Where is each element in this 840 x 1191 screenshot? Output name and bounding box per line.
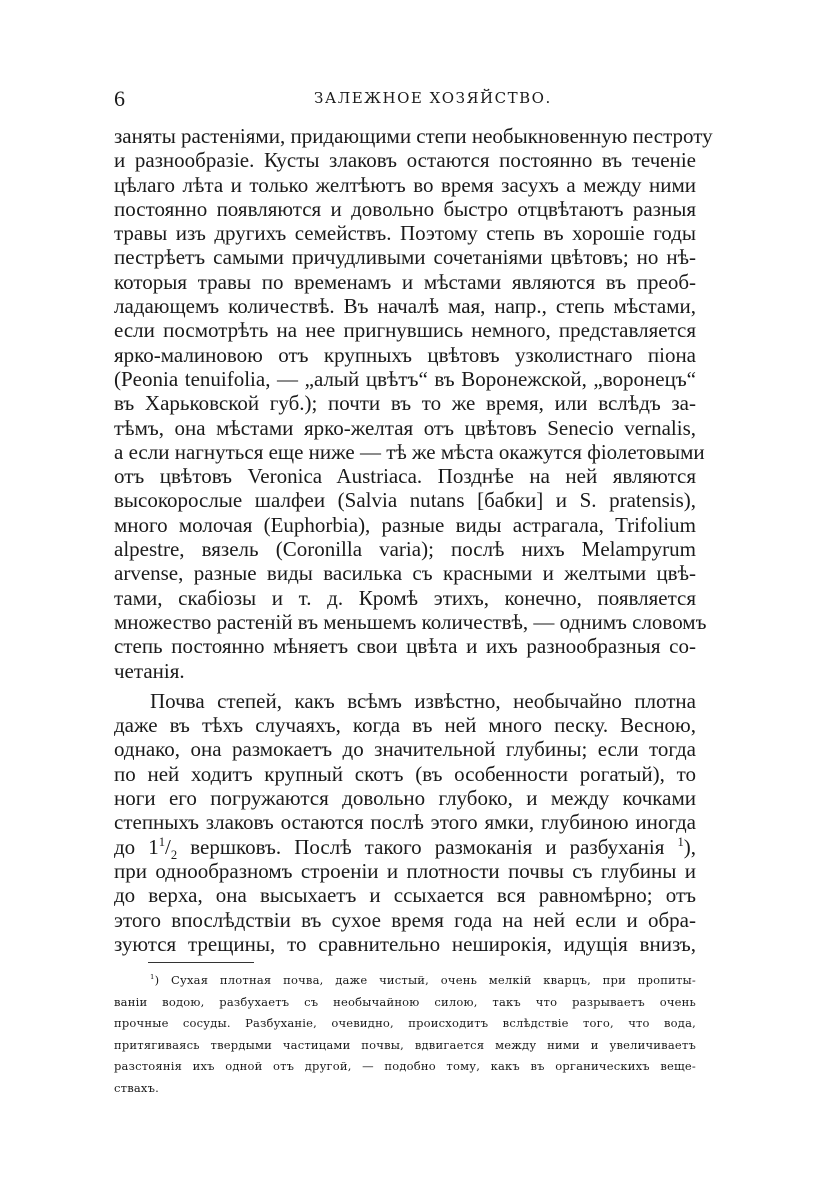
footnote-line: ваніи водою, разбухаетъ съ необычайною силою, такъ что разрываетъ очень (114, 994, 696, 1009)
paragraph-1-line: много молочая (Euphorbia), разные виды астрагала, Trifolium (114, 512, 696, 537)
footnote-line: притягиваясь твердыми частицами почвы, вдвигается между ними и увеличиваетъ (114, 1037, 696, 1052)
paragraph-2 (114, 689, 696, 835)
paragraph-1-line: тѣмъ, она мѣстами ярко-желтая отъ цвѣтовъ Senecio vernalis, (114, 415, 696, 440)
paragraph-2-line: зуются трещины, то сравнительно неширокія, идущія внизъ, (114, 931, 696, 956)
paragraph-1-line: пестрѣетъ самыми причудливыми сочетаніями цвѣтовъ; но нѣ- (114, 245, 696, 270)
footnote-reference[interactable]: 1 (677, 834, 684, 849)
fraction-numerator: 1 (158, 834, 166, 849)
paragraph-1-line: отъ цвѣтовъ Veronica Austriaca. Позднѣе на ней являются (114, 464, 696, 489)
running-title: ЗАЛЕЖНОЕ ХОЗЯЙСТВО. (314, 89, 552, 107)
paragraph-2-line: Почва степей, какъ всѣмъ извѣстно, необычайно плотна (150, 688, 696, 713)
paragraph-2-continued (114, 859, 696, 956)
paragraph-2-line: при однообразномъ строеніи и плотности почвы съ глубины и (114, 858, 696, 883)
paragraph-1-line: травы изъ другихъ семействъ. Поэтому степь въ хорошіе годы (114, 221, 696, 246)
paragraph-1-line: которыя травы по временамъ и мѣстами являются въ преоб- (114, 269, 696, 294)
paragraph-1-line: цѣлаго лѣта и только желтѣютъ во время засухъ а между ними (114, 172, 696, 197)
footnote-line: разстоянія ихъ одной отъ другой, — подобно тому, какъ въ органическихъ веще- (114, 1059, 696, 1073)
body-text (114, 124, 713, 956)
paragraph-1-line: ярко-малиновою отъ крупныхъ цвѣтовъ узколистнаго піона (114, 342, 696, 367)
paragraph-2-line: этого впослѣдствіи въ сухое время года на ней если и обра- (114, 907, 696, 932)
paragraph-2-line: до верха, она высыхаетъ и ссыхается вся равномѣрно; отъ (114, 883, 696, 908)
paragraph-2-line: однако, она размокаетъ до значительной глубины; если тогда (114, 737, 696, 762)
paragraph-1-line: (Peonia tenuifolia, — „алый цвѣтъ“ въ Воронежской, „воронецъ“ (114, 366, 696, 391)
footnote-marker: 1 (150, 973, 155, 982)
paragraph-2-line: по ней ходитъ крупный скотъ (въ особенности рогатый), то (114, 761, 696, 786)
paragraph-1-line: постоянно появляются и довольно быстро отцвѣтаютъ разныя (114, 196, 696, 221)
footnote-line: $^1$) Сухая плотная почва, даже чистый, очень мелкій кварцъ, при пропиты- (150, 973, 696, 987)
paragraph-1-line: ладающемъ количествѣ. Въ началѣ мая, напр., степь мѣстами, (114, 294, 696, 319)
paragraph-1-line: степь постоянно мѣняетъ свои цвѣта и ихъ разнообразныя со- (114, 634, 696, 659)
paragraph-1-line: если посмотрѣть на нее пригнувшись немного, представляется (114, 318, 696, 343)
paragraph-1-line: высокорослые шалфеи (Salvia nutans [бабки] и S. pratensis), (114, 488, 696, 513)
paragraph-1-line: а если нагнуться еще ниже — тѣ же мѣста окажутся фіолетовыми (114, 439, 705, 464)
paragraph-1-line: arvense, разные виды василька съ красными и желтыми цвѣ- (114, 561, 696, 586)
footnote-divider (148, 962, 254, 963)
paragraph-1-line: въ Харьковской губ.); почти въ то же время, или вслѣдъ за- (114, 391, 696, 416)
fraction-denominator: 2 (170, 847, 178, 862)
paragraph-1-line: и разнообразіе. Кусты злаковъ остаются постоянно въ теченіе (114, 148, 696, 173)
paragraph-1-line: четанія. (114, 658, 185, 683)
page-header (114, 86, 696, 110)
footnote (114, 970, 696, 1099)
paragraph-1-line: alpestre, вязель (Coronilla varia); послѣ нихъ Melampyrum (114, 537, 696, 562)
paragraph-1-line: заняты растеніями, придающими степи необыкновенную пестроту (114, 124, 713, 148)
footnote-line: прочные сосуды. Разбуханіе, очевидно, происходитъ вслѣдствіе того, что вода, (114, 1016, 696, 1030)
paragraph-2-line: степныхъ злаковъ остаются послѣ этого ямки, глубиною иногда (114, 810, 696, 835)
page-number: 6 (114, 86, 125, 111)
paragraph-1-line: тами, скабіозы и т. д. Кромѣ этихъ, конечно, появляется (114, 585, 696, 610)
paragraph-2-line: ноги его погружаются довольно глубоко, и между кочками (114, 786, 696, 811)
footnote-line: ствахъ. (114, 1080, 159, 1095)
paragraph-1 (114, 124, 713, 683)
paragraph-2-line: даже въ тѣхъ случаяхъ, когда въ ней много песку. Весною, (114, 713, 696, 738)
paragraph-2-line-fraction: до $1^1/_2$ вершковъ. Послѣ такого размоканія и разбуханія $^1$), (114, 834, 697, 862)
paragraph-1-line: множество растеній въ меньшемъ количествѣ, — однимъ словомъ (114, 609, 707, 634)
